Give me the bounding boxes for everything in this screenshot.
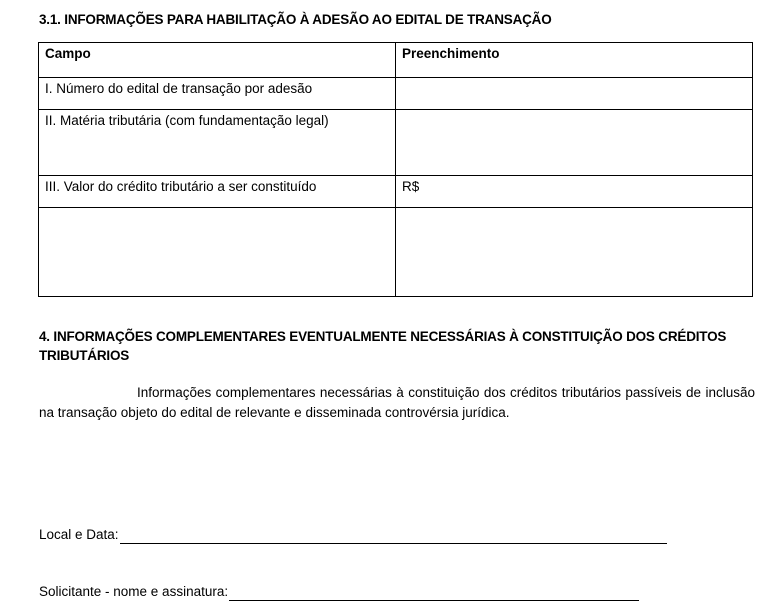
field-label-materia: II. Matéria tributária (com fundamentação legal) (39, 110, 396, 176)
field-label-edital: I. Número do edital de transação por adesão (39, 78, 396, 110)
local-data-label: Local e Data: (39, 527, 119, 542)
section-4-paragraph (39, 383, 755, 423)
header-campo: Campo (39, 43, 396, 78)
section-4-title: 4. INFORMAÇÕES COMPLEMENTARES EVENTUALMENTE NECESSÁRIAS À CONSTITUIÇÃO DOS CRÉDITOS TRIBUTÁRIOS (39, 329, 727, 363)
table-row (39, 176, 753, 208)
table-row (39, 110, 753, 176)
table-row (39, 208, 753, 297)
field-value-edital[interactable] (396, 78, 753, 110)
local-data-blank[interactable] (120, 529, 667, 544)
table-row (39, 78, 753, 110)
section-3-1-title: 3.1. INFORMAÇÕES PARA HABILITAÇÃO À ADESÃO AO EDITAL DE TRANSAÇÃO (39, 12, 552, 27)
field-value-materia[interactable] (396, 110, 753, 176)
habilitacao-table (38, 42, 753, 297)
section-4-paragraph-text: Informações complementares necessárias à constituição dos créditos tributários passíveis de inclusão na transação objeto do edital de relevante e disseminada controvérsia jurídica. (39, 385, 755, 420)
local-data-line (39, 526, 667, 544)
field-value-empty[interactable] (396, 208, 753, 297)
solicitante-label: Solicitante - nome e assinatura: (39, 584, 229, 599)
solicitante-blank[interactable] (229, 586, 639, 601)
table-header-row (39, 43, 753, 78)
field-value-valor[interactable]: R$ (396, 176, 753, 208)
solicitante-line (39, 583, 639, 601)
field-label-valor: III. Valor do crédito tributário a ser constituído (39, 176, 396, 208)
field-label-empty (39, 208, 396, 297)
header-preenchimento: Preenchimento (396, 43, 753, 78)
